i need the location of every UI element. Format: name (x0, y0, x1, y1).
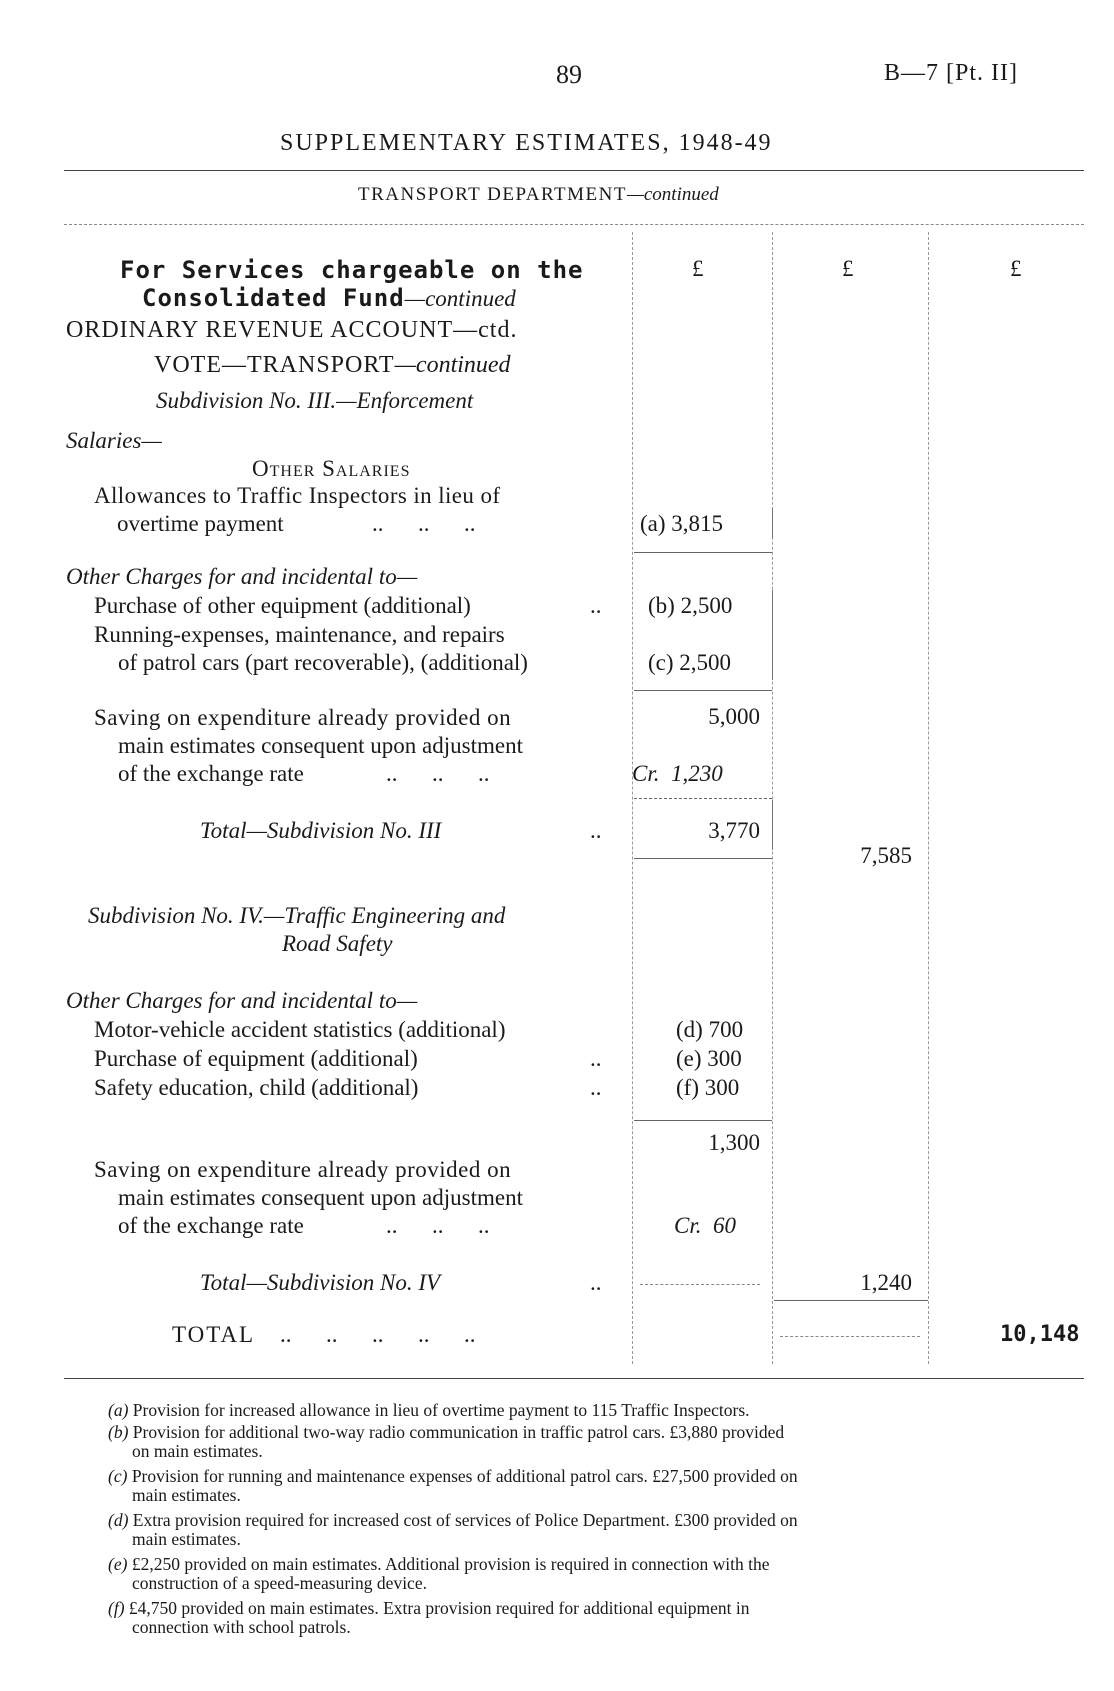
saving-4-leader-dots: .. .. .. (386, 1213, 490, 1238)
other-charges-3-subtotal: 5,000 (708, 704, 760, 729)
other-charges-4-subtotal: 1,300 (708, 1130, 760, 1155)
subdivision-4-heading-line2: Road Safety (282, 931, 393, 956)
allowance-line1: Allowances to Traffic Inspectors in lieu of (94, 483, 501, 508)
total-3-amount: 3,770 (708, 818, 760, 843)
footnote-d-continuation: main estimates. (132, 1529, 241, 1549)
page-title: SUPPLEMENTARY ESTIMATES, 1948-49 (280, 130, 773, 156)
column-divider-1 (632, 232, 633, 1364)
footnote-f: (f) £4,750 provided on main estimates. Extra provision required for additional equipment in (108, 1598, 750, 1618)
accident-statistics-label: Motor-vehicle accident statistics (additional) (94, 1017, 506, 1042)
column-header-pound-2: £ (842, 256, 854, 281)
other-charges-3-bracket (772, 590, 773, 680)
other-charges-3-label: Other Charges for and incidental to— (66, 564, 418, 589)
safety-education-dots: .. (590, 1075, 602, 1100)
footnote-a: (a) Provision for increased allowance in lieu of overtime payment to 115 Traffic Inspectors. (108, 1400, 750, 1420)
equipment-item-label: Purchase of other equipment (additional) (94, 593, 471, 618)
footnote-c: (c) Provision for running and maintenance expenses of additional patrol cars. £27,500 provided on (108, 1466, 798, 1486)
footnote-rule (64, 1378, 1084, 1379)
total-4-underline (774, 1300, 928, 1301)
total-3-dots: .. (590, 818, 602, 843)
running-expenses-line1: Running-expenses, maintenance, and repairs (94, 622, 505, 647)
purchase-equipment-label: Purchase of equipment (additional) (94, 1046, 418, 1071)
subdivision-4-heading-line1: Subdivision No. IV.—Traffic Engineering and (88, 903, 506, 928)
accident-statistics-amount: (d) 700 (676, 1017, 744, 1042)
grand-total-amount: 10,148 (1000, 1322, 1080, 1347)
title-rule (64, 170, 1084, 171)
footnote-f-continuation: connection with school patrols. (132, 1617, 351, 1637)
total-3-label: Total—Subdivision No. III (200, 818, 442, 843)
footnote-e: (e) £2,250 provided on main estimates. Additional provision is required in connection with the (108, 1554, 770, 1574)
allowance-amount: (a) 3,815 (640, 511, 724, 536)
allowance-leader-dots: .. .. .. (372, 511, 476, 536)
total-4-rule (640, 1284, 760, 1285)
total-3-carried: 7,585 (860, 843, 912, 868)
saving-4-amount: Cr. 60 (674, 1213, 736, 1238)
grand-total-label: TOTAL (172, 1322, 256, 1347)
column-divider-3 (928, 232, 929, 1364)
column-header-pound-3: £ (1010, 256, 1022, 281)
footnote-b-continuation: on main estimates. (132, 1441, 263, 1461)
equipment-item-amount: (b) 2,500 (648, 593, 733, 618)
saving-3-leader-dots: .. .. .. (386, 761, 490, 786)
total-4-label: Total—Subdivision No. IV (200, 1270, 441, 1295)
grand-total-leader (780, 1336, 920, 1337)
column-header-pound-1: £ (692, 256, 704, 281)
other-charges-4-rule (634, 1120, 772, 1121)
account-heading: ORDINARY REVENUE ACCOUNT—ctd. (66, 317, 518, 343)
salaries-label: Salaries— (66, 428, 162, 453)
department-rule (64, 224, 1084, 225)
allowance-rule (634, 552, 772, 553)
other-salaries-heading: Other Salaries (252, 456, 411, 481)
running-expenses-amount: (c) 2,500 (648, 650, 732, 675)
grand-total-dots: .. .. .. .. .. (280, 1322, 476, 1347)
equipment-item-dots: .. (590, 593, 602, 618)
total-4-amount: 1,240 (860, 1270, 912, 1295)
saving-3-line3: of the exchange rate (118, 761, 304, 786)
subdivision-3-heading: Subdivision No. III.—Enforcement (156, 388, 474, 413)
safety-education-label: Safety education, child (additional) (94, 1075, 419, 1100)
services-heading-line1: For Services chargeable on the (120, 256, 584, 284)
footnote-d: (d) Extra provision required for increased cost of services of Police Department. £300 provided on (108, 1510, 798, 1530)
department-heading: TRANSPORT DEPARTMENT—continued (358, 184, 719, 205)
saving-3-rule (634, 798, 772, 799)
saving-3-line1: Saving on expenditure already provided on (94, 705, 512, 730)
saving-3-line2: main estimates consequent upon adjustment (118, 733, 523, 758)
footnote-c-continuation: main estimates. (132, 1485, 241, 1505)
running-expenses-line2: of patrol cars (part recoverable), (additional) (118, 650, 528, 675)
saving-3-amount: Cr. 1,230 (632, 761, 723, 786)
total-3-rule (634, 858, 772, 859)
saving-4-line2: main estimates consequent upon adjustment (118, 1185, 523, 1210)
footnote-b: (b) Provision for additional two-way radio communication in traffic patrol cars. £3,880 provided (108, 1422, 785, 1442)
saving-4-line3: of the exchange rate (118, 1213, 304, 1238)
page-number: 89 (556, 60, 582, 89)
other-charges-3-rule (634, 690, 772, 691)
saving-4-line1: Saving on expenditure already provided on (94, 1157, 512, 1182)
allowance-line2: overtime payment (117, 511, 284, 536)
other-charges-4-label: Other Charges for and incidental to— (66, 988, 418, 1013)
total-3-bracket (772, 800, 773, 850)
services-heading-line2: Consolidated Fund—continued (142, 284, 516, 312)
safety-education-amount: (f) 300 (676, 1075, 740, 1100)
page-reference: B—7 [Pt. II] (884, 60, 1018, 86)
footnote-e-continuation: construction of a speed-measuring device. (132, 1573, 427, 1593)
column-divider-2 (772, 232, 773, 1364)
allowance-bracket (772, 508, 773, 538)
purchase-equipment-dots: .. (590, 1046, 602, 1071)
total-4-dots: .. (590, 1270, 602, 1295)
purchase-equipment-amount: (e) 300 (676, 1046, 742, 1071)
vote-heading: VOTE—TRANSPORT—continued (154, 352, 511, 378)
